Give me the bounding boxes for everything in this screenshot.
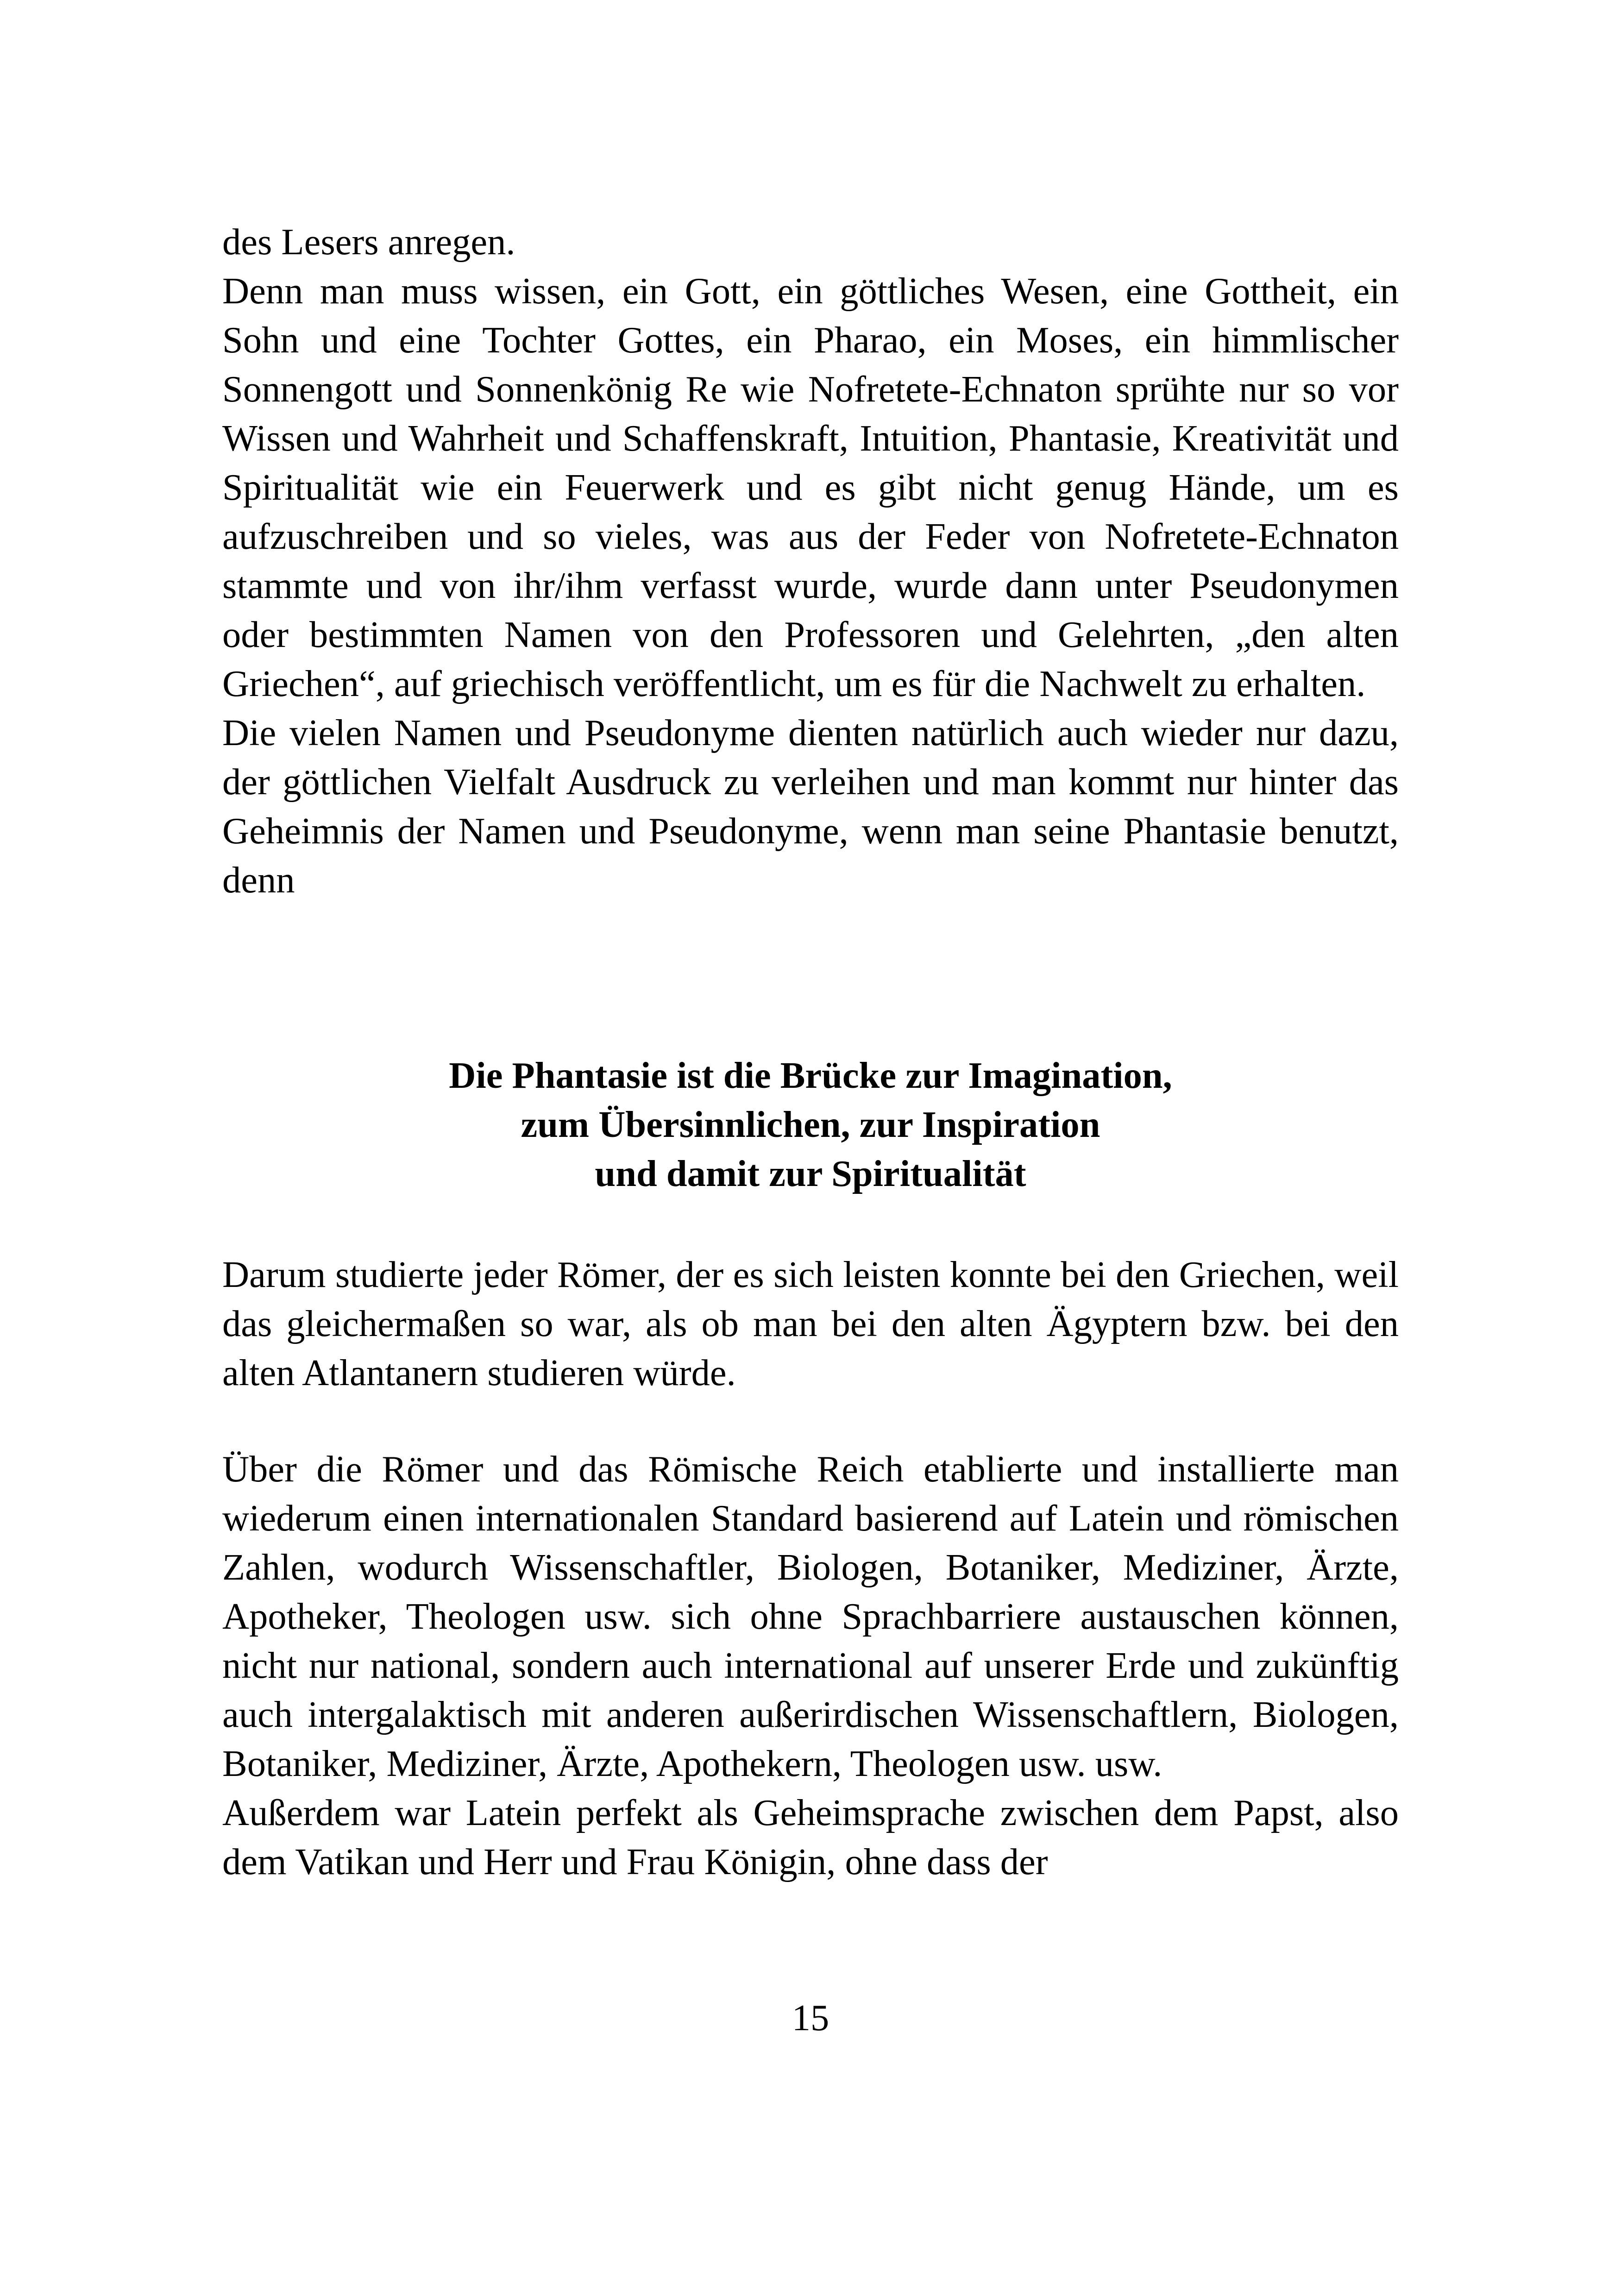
page-number: 15 — [792, 1997, 829, 2039]
paragraph-4: Darum studierte jeder Römer, der es sich leisten konnte bei den Griechen, weil das gleichermaßen so war, als ob man bei den alten Ägyptern bzw. bei den alten Atlantanern studieren würde. — [222, 1254, 1399, 1393]
paragraph-3: Die vielen Namen und Pseudonyme dienten natürlich auch wieder nur dazu, der göttlichen Vielfalt Ausdruck zu verleihen und man kommt nur hinter das Geheimnis der Namen und Pseudonyme, wenn man seine Phantasie benutzt, denn — [222, 712, 1399, 901]
centered-bold-heading — [222, 1051, 1399, 1198]
heading-line-1: Die Phantasie ist die Brücke zur Imagination, — [449, 1055, 1172, 1096]
body-text-block-3 — [222, 1445, 1399, 1887]
paragraph-6: Außerdem war Latein perfekt als Geheimsprache zwischen dem Papst, also dem Vatikan und Herr und Frau Königin, ohne dass der — [222, 1792, 1399, 1882]
body-text-block-1 — [222, 218, 1399, 905]
paragraph-2: Denn man muss wissen, ein Gott, ein göttliches Wesen, eine Gottheit, ein Sohn und eine Tochter Gottes, ein Pharao, ein Moses, ein himmlischer Sonnengott und Sonnenkönig Re wie Nofretete-Echnaton sprühte nur so vor Wissen und Wahrheit und Schaffenskraft, Intuition, Phantasie, Kreativität und Spiritualität wie ein Feuerwerk und es gibt nicht genug Hände, um es aufzuschreiben und so vieles, was aus der Feder von Nofretete-Echnaton stammte und von ihr/ihm verfasst wurde, wurde dann unter Pseudonymen oder bestimmten Namen von den Professoren und Gelehrten, „den alten Griechen“, auf griechisch veröffentlicht, um es für die Nachwelt zu erhalten. — [222, 270, 1399, 704]
heading-line-2: zum Übersinnlichen, zur Inspiration — [521, 1104, 1100, 1145]
heading-line-3: und damit zur Spiritualität — [595, 1153, 1026, 1194]
paragraph-1: des Lesers anregen. — [222, 221, 515, 263]
paragraph-5: Über die Römer und das Römische Reich etablierte und installierte man wiederum einen internationalen Standard basierend auf Latein und römischen Zahlen, wodurch Wissenschaftler, Biologen, Botaniker, Mediziner, Ärzte, Apotheker, Theologen usw. sich ohne Sprachbarriere austauschen können, nicht nur national, sondern auch international auf unserer Erde und zukünftig auch intergalaktisch mit anderen außerirdischen Wissenschaftlern, Biologen, Botaniker, Mediziner, Ärzte, Apothekern, Theologen usw. usw. — [222, 1449, 1399, 1784]
body-text-block-2 — [222, 1250, 1399, 1398]
